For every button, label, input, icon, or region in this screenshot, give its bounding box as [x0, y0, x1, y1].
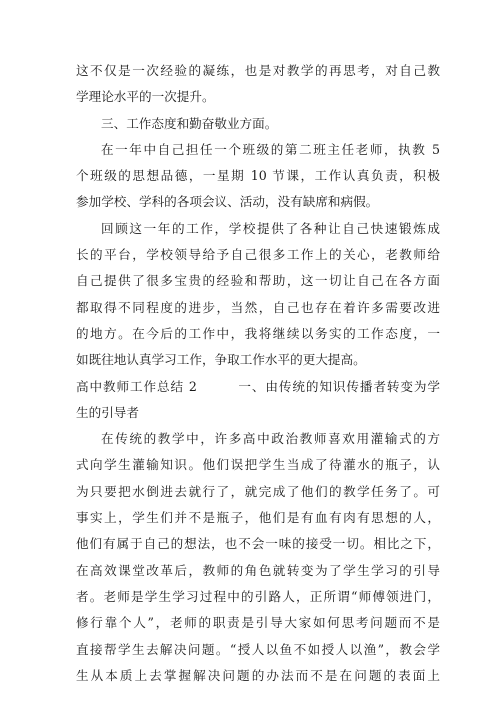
- paragraph-line: 事实上，学生们并不是瓶子，他们是有血有肉有思想的人，: [76, 510, 440, 526]
- paragraph-line: 学理论水平的一次提升。: [76, 89, 215, 105]
- paragraph-line: 直接帮学生去解决问题。“授人以鱼不如授人以渔”，教会学: [76, 641, 440, 657]
- paragraph-line: 如既往地认真学习工作，争取工作水平的更大提高。: [76, 352, 366, 368]
- article-heading: 高中教师工作总结 2 一、由传统的知识传播者转变为学: [76, 378, 440, 394]
- paragraph-line: 修行靠个人”，老师的职责是引导大家如何思考问题而不是: [76, 615, 440, 631]
- paragraph-line: 这不仅是一次经验的凝练，也是对教学的再思考，对自己教: [76, 63, 440, 78]
- paragraph-line: 者。老师是学生学习过程中的引路人，正所谓“师傅领进门，: [76, 588, 440, 604]
- document-body: [76, 58, 440, 689]
- paragraph-line: 的地方。在今后的工作中，我将继续以务实的工作态度，一: [76, 325, 440, 341]
- paragraph-line: 为只要把水倒进去就行了，就完成了他们的教学任务了。可: [76, 483, 440, 499]
- paragraph-line: 个班级的思想品德，一星期 10 节课，工作认真负责，积极: [76, 168, 440, 184]
- paragraph-line: 自己提供了很多宝贵的经验和帮助，这一切让自己在各方面: [76, 273, 440, 289]
- paragraph-line: 长的平台，学校领导给予自己很多工作上的关心，老教师给: [76, 247, 440, 263]
- paragraph-line: 都取得不同程度的进步，当然，自己也存在着许多需要改进: [76, 299, 440, 315]
- paragraph-line: 式向学生灌输知识。他们误把学生当成了待灌水的瓶子，认: [76, 457, 440, 473]
- paragraph-line: 回顾这一年的工作，学校提供了各种让自己快速锻炼成: [101, 220, 440, 236]
- article-heading-continued: 生的引导者: [76, 404, 139, 420]
- paragraph-line: 他们有属于自己的想法，也不会一味的接受一切。相比之下，: [76, 536, 440, 552]
- paragraph-line: 参加学校、学科的各项会议、活动，没有缺席和病假。: [76, 194, 379, 210]
- paragraph-line: 生从本质上去掌握解决问题的办法而不是在问题的表面上: [76, 667, 440, 683]
- section-heading: 三、工作态度和勤奋敬业方面。: [101, 115, 278, 131]
- paragraph-line: 在一年中自己担任一个班级的第二班主任老师，执教 5: [101, 141, 440, 157]
- paragraph-line: 在高效课堂改革后，教师的角色就转变为了学生学习的引导: [76, 562, 440, 578]
- paragraph-line: 在传统的教学中，许多高中政治教师喜欢用灌输式的方: [101, 431, 440, 447]
